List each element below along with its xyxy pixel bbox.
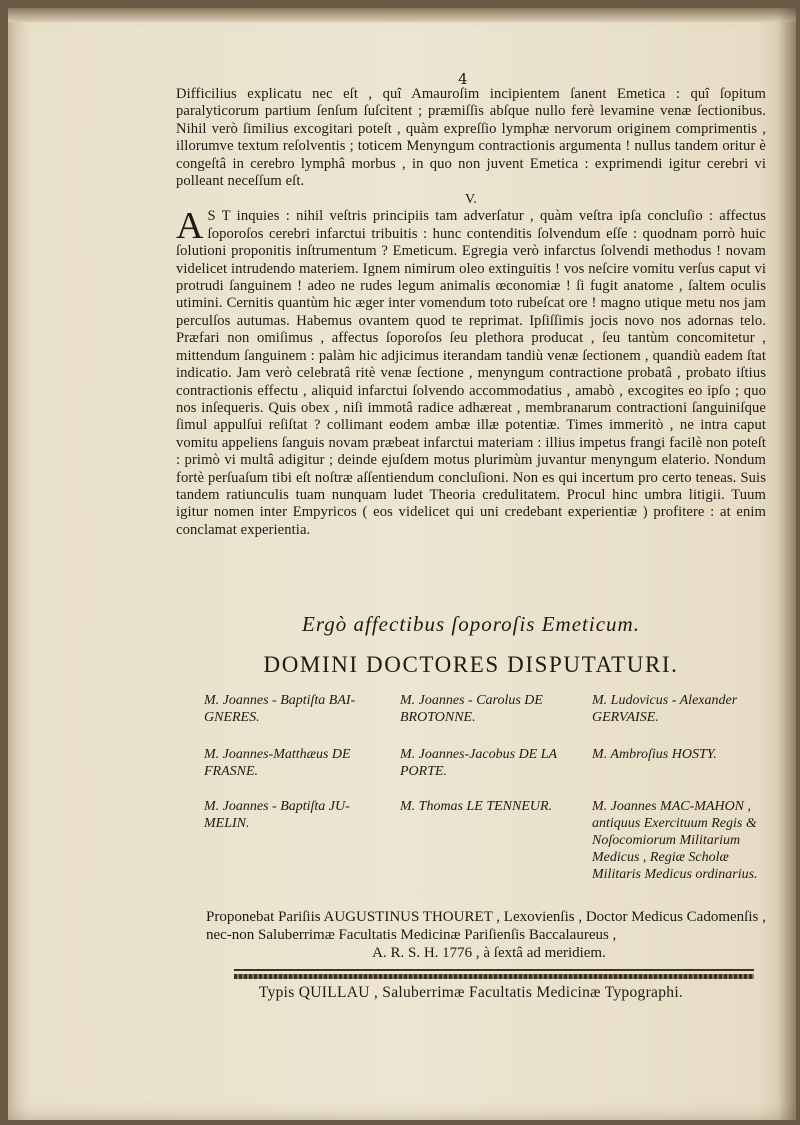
proponent-notice: [206, 908, 772, 962]
rule-divider: [234, 969, 754, 971]
page-top-edge: [8, 8, 796, 22]
book-page: [8, 8, 796, 1120]
drop-cap-initial: A: [176, 205, 204, 248]
proponent-date: A. R. S. H. 1776 , à ſextâ ad meridiem.: [372, 945, 606, 961]
body-text: [176, 86, 766, 539]
doctor-entry: M. Joannes-Jacobus DE LA PORTE.: [400, 747, 557, 779]
doctor-entry: M. Joannes MAC-MAHON , antiquus Exercituum Regis & Noſocomiorum Militarium Medicus , Regiæ Scholæ Militaris Medicus ordinarius.: [592, 799, 758, 882]
doctor-entry: M. Joannes-Matthæus DE FRASNE.: [204, 747, 351, 779]
printer-imprint: Typis QUILLAU , Saluberrimæ Facultatis Medicinæ Typographi.: [258, 984, 684, 1001]
doctors-title: DOMINI DOCTORES DISPUTATURI.: [263, 652, 679, 677]
doctor-entry: M. Ambroſius HOSTY.: [592, 747, 717, 762]
doctor-entry: M. Joannes - Baptiſta JU- MELIN.: [204, 799, 350, 831]
page-gutter-shadow: [778, 8, 796, 1120]
page-number: 4: [458, 70, 468, 88]
proponent-line: Proponebat Pariſiis AUGUSTINUS THOURET , Lexovienſis , Doctor Medicus Cadomenſis , nec-non Saluberrimæ Facultatis Medicinæ Pariſienſis Baccalaureus ,: [206, 909, 766, 943]
main-paragraph: [176, 205, 766, 539]
conclusion-heading: Ergò affectibus ſoporoſis Emeticum.: [302, 612, 640, 636]
doctor-entry: M. Joannes - Carolus DE BROTONNE.: [400, 693, 543, 725]
intro-paragraph: Difficilius explicatu nec eſt , quî Amauroſim incipientem ſanent Emetica : quî ſopitum paralyticorum partium ſenſum ſuſcitent ; præmiſſis abſque nullo ferè levamine venæ ſectionibus. Nihil verò ſimilius excogitari poteſt , quàm expreſſio lymphæ nervorum originem comprimentis , illorumve textum reſolventis ; toticem Menyngum contractionis argumenta ! nullus tandem oritur è congeſtâ in cerebro lymphâ morbus , in quo non juvent Emetica : exprimendi igitur cerebri vi polleant neceſſum eſt.: [176, 86, 766, 190]
doctor-entry: M. Thomas LE TENNEUR.: [400, 799, 553, 814]
section-number: V.: [464, 192, 477, 208]
doctor-entry: M. Joannes - Baptiſta BAI- GNERES.: [204, 693, 356, 725]
ornamental-rule: [234, 974, 754, 979]
main-paragraph-text: S T inquies : nihil veſtris principiis tam adverſatur , quàm veſtra ipſa concluſio : affectus ſoporoſos cerebri infarctui tribuitis : hunc contenditis ſolvendum eſſe : quodnam porrò huic ſolutioni proponitis inſtrumentum ? Emeticum. Egregia verò infarctus ſolvendi methodus ! novam videlicet intrudendo materiem. Ignem nimirum oleo extinguitis ! vos neſcire vomitu verſus caput vi protrudi ſanguinem ! adeo ne rudes legum animalis œconomiæ ! ſi fugit anatome , ſaltem oculis utimini. Cernitis quantùm hic æger inter vomendum toto rubeſcat ore ! magno utique metu nos jam perculſos autumas. Habemus ovantem quod te reprimat. Ipſiſſimis jocis novo nos adornas telo. Præfari non omiſimus , affectus ſoporoſos ſeu plethora producat , ſeu tantùm concomitetur , mittendum ſanguinem : palàm hic adjicimus iterandam tandiù venæ ſectionem , quandiù eadem ſtat indicatio. Jam verò celebratâ ritè venæ ſectione , menyngum contractione probatâ , probato iſtius contractionis effectu , aliquid infarctui ſolvendo accommodatius , amabò , excogites eo ipſo ; quo nos inſequeris. Quis obex , niſi immotâ radice adhæreat , membranarum contractioni ſanguiniſque ſimul appulſui reſiſtat ? collimant eodem ambæ illæ potentiæ. Times immeritò , ne intra caput vomitu appeliens ſanguis novam præbeat infarctui materiam : illius impetus frangi facilè non poteſt : primò vi multâ adigitur ; deinde ejuſdem motus plurimùm juvantur menyngum elaterio. Nondum fortè perſuaſum tibi eſt noſtræ aſſentiendum concluſioni. Non es qui incertum pro certo teneas. Suis tandem ratiunculis tuam nunquam ludet Theoria credulitatem. Procul hinc umbra litigii. Tuum igitur nomen inter Empyricos ( eos videlicet qui uni credebant experientiæ ) profitere : at enim conclamat experientia.: [176, 208, 766, 538]
doctor-entry: M. Ludovicus - Alexander GERVAISE.: [592, 693, 738, 725]
